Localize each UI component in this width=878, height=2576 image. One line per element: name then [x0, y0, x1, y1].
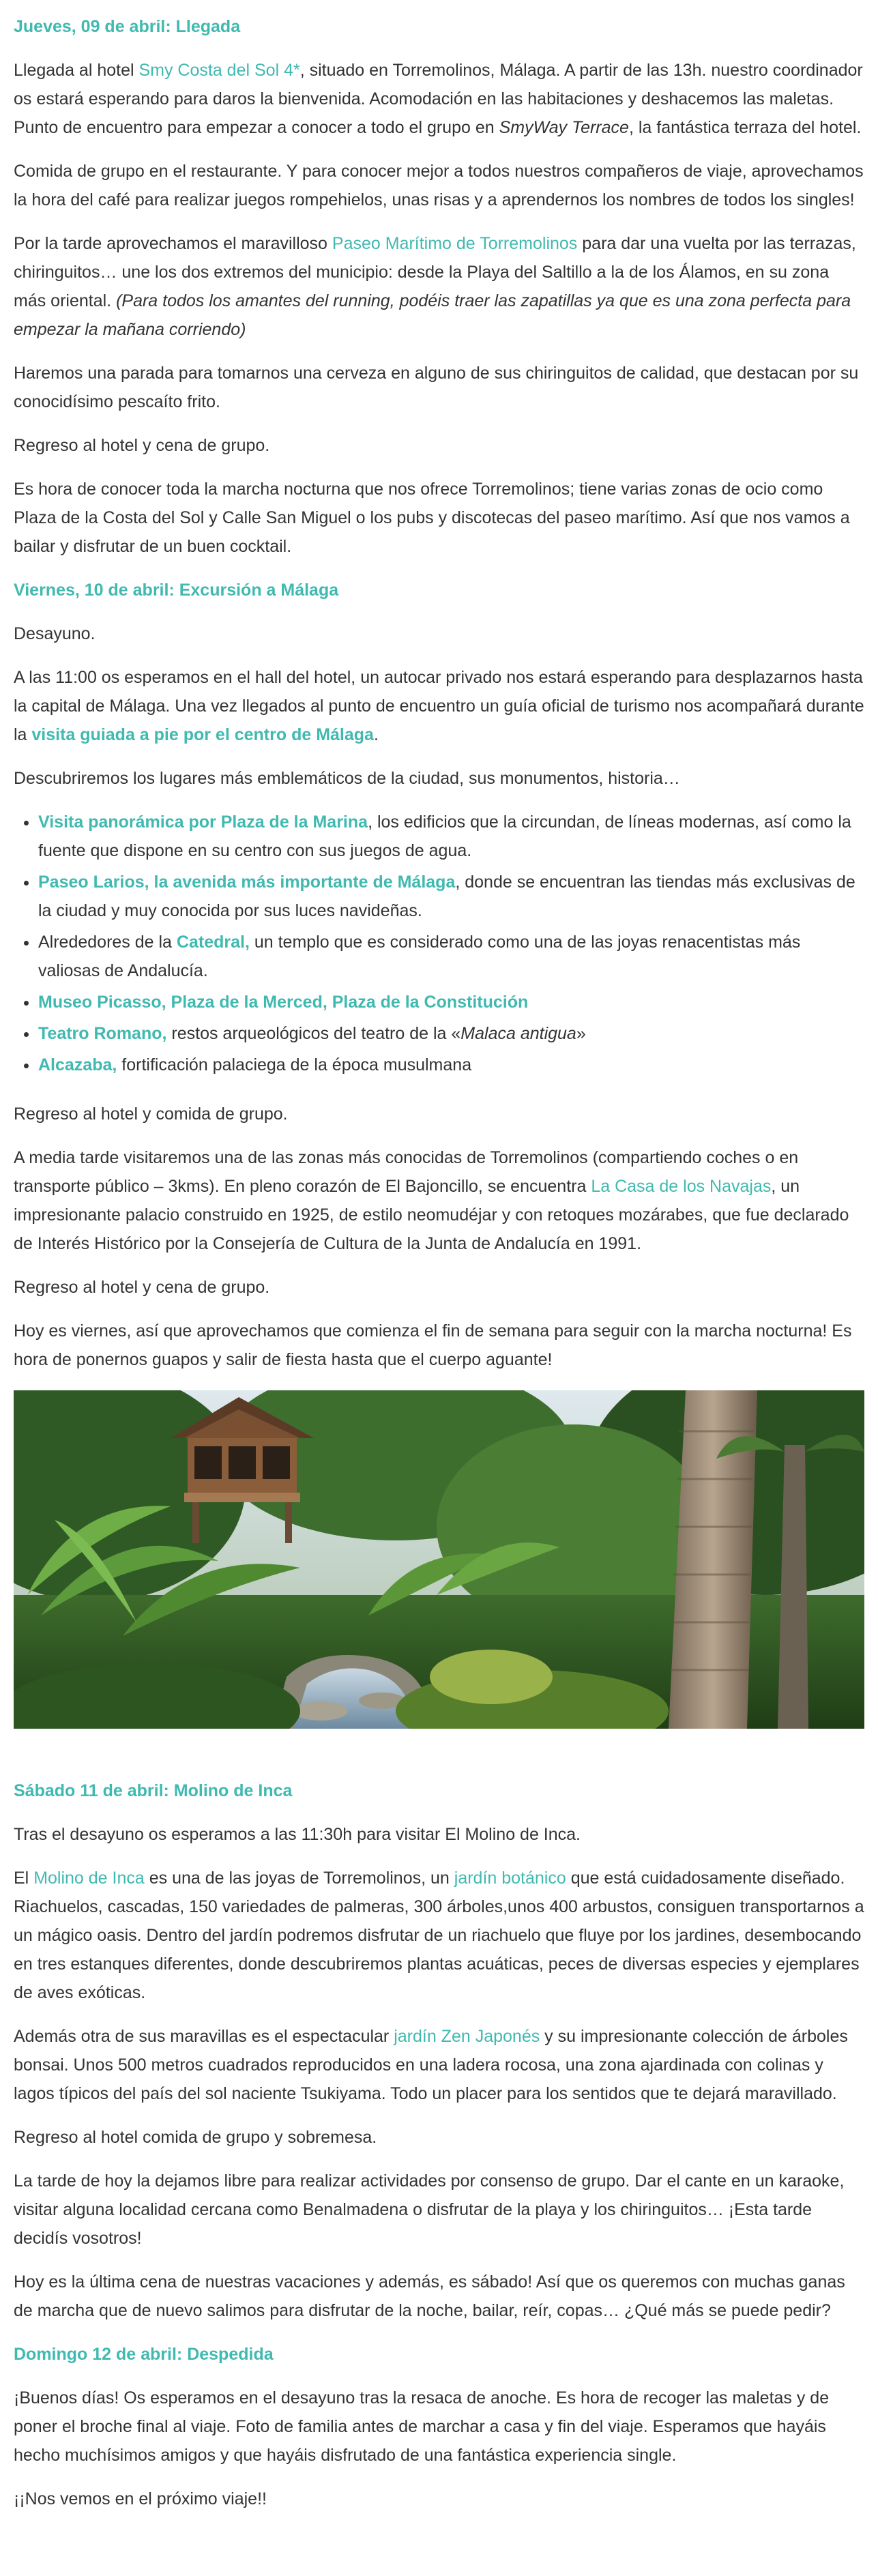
- paseo-larios-link[interactable]: Paseo Larios, la avenida más importante de Málaga: [38, 873, 456, 892]
- paragraph: La tarde de hoy la dejamos libre para realizar actividades por consenso de grupo. Dar el cante en un karaoke, visitar alguna localidad cercana como Benalmadena o disfrutar de la playa y los chiringuitos… ¡Esta tarde decidís vosotros!: [14, 2171, 845, 2248]
- paragraph: Desayuno.: [14, 624, 96, 643]
- museo-picasso-link[interactable]: Museo Picasso, Plaza de la Merced, Plaza de la Constitución: [38, 993, 529, 1012]
- list-item: • Alcazaba, fortificación palaciega de la época musulmana: [38, 1051, 864, 1079]
- paragraph: Además otra de sus maravillas es el espectacular jardín Zen Japonés y su impresionante colección de árboles bonsai. Unos 500 metros cuadrados reproducidos en una ladera rocosa, una zona ajardinada con colinas y lagos típicos del país del sol naciente Tsukiyama. Todo un placer para los sentidos que te dejará maravillado.: [14, 2027, 848, 2103]
- paragraph: Por la tarde aprovechamos el maravilloso Paseo Marítimo de Torremolinos para dar una vuelta por las terrazas, chiringuitos… une los dos extremos del municipio: desde la Playa del Saltillo a la de los Álamos, en su zona más oriental. (Para todos los amantes del running, podéis traer las zapatillas ya que es una zona perfecta para empezar la mañana corriendo): [14, 234, 856, 339]
- list-item: • Paseo Larios, la avenida más importante de Málaga, donde se encuentran las tiendas más exclusivas de la ciudad y muy conocida por sus luces navideñas.: [38, 868, 864, 925]
- guided-tour-link[interactable]: visita guiada a pie por el centro de Málaga: [31, 725, 374, 744]
- paragraph: Regreso al hotel y cena de grupo.: [14, 1278, 270, 1297]
- terrace-name: SmyWay Terrace: [499, 118, 629, 137]
- paragraph: Haremos una parada para tomarnos una cerveza en alguno de sus chiringuitos de calidad, que destacan por su conocidísimo pescaíto frito.: [14, 364, 859, 411]
- paragraph: El Molino de Inca es una de las joyas de Torremolinos, un jardín botánico que está cuidadosamente diseñado. Riachuelos, cascadas, 150 variedades de palmeras, 300 árboles,unos 400 arbustos, consiguen transportarnos a un mágico oasis. Dentro del jardín podremos disfrutar de un riachuelo que fluye por los jardines, desembocando en tres estanques diferentes, donde descubriremos plantas acuáticas, peces de diversas especies y ejemplares de aves exóticas.: [14, 1869, 864, 2002]
- alcazaba-link[interactable]: Alcazaba,: [38, 1055, 117, 1074]
- day-title-friday: Viernes, 10 de abril: Excursión a Málaga: [14, 581, 339, 600]
- plaza-marina-link[interactable]: Visita panorámica por Plaza de la Marina: [38, 813, 368, 832]
- paragraph: Comida de grupo en el restaurante. Y para conocer mejor a todos nuestros compañeros de viaje, aprovechamos la hora del café para realizar juegos rompehielos, unas risas y a aprendernos los nombres de todos los singles!: [14, 162, 864, 209]
- paragraph: A media tarde visitaremos una de las zonas más conocidas de Torremolinos (compartiendo coches o en transporte público – 3kms). En pleno corazón de El Bajoncillo, se encuentra La Casa de los Navajas, un impresionante palacio construido en 1925, de estilo neomudéjar y con retoques mozárabes, que fue declarado de Interés Histórico por la Consejería de Cultura de la Junta de Andalucía en 1991.: [14, 1148, 849, 1253]
- paragraph: Llegada al hotel Smy Costa del Sol 4*, situado en Torremolinos, Málaga. A partir de las 13h. nuestro coordinador os estará esperando para daros la bienvenida. Acomodación en las habitaciones y deshacemos las maletas. Punto de encuentro para empezar a conocer a todo el grupo en SmyWay Terrace, la fantástica terraza del hotel.: [14, 61, 863, 137]
- garden-photo: [14, 1390, 864, 1729]
- paragraph: Tras el desayuno os esperamos a las 11:30h para visitar El Molino de Inca.: [14, 1825, 581, 1844]
- catedral-link[interactable]: Catedral,: [176, 933, 250, 952]
- malaga-visits-list: [14, 808, 864, 1079]
- running-note: (Para todos los amantes del running, podéis traer las zapatillas ya que es una zona perfecta para empezar la mañana corriendo): [14, 291, 851, 339]
- paragraph: ¡¡Nos vemos en el próximo viaje!!: [14, 2489, 267, 2508]
- casa-navajas-link[interactable]: La Casa de los Navajas: [591, 1177, 772, 1196]
- day-title-thursday: Jueves, 09 de abril: Llegada: [14, 17, 241, 36]
- list-item: • Visita panorámica por Plaza de la Marina, los edificios que la circundan, de líneas modernas, así como la fuente que dispone en su centro con sus juegos de agua.: [38, 808, 864, 865]
- paragraph: Descubriremos los lugares más emblemáticos de la ciudad, sus monumentos, historia…: [14, 769, 680, 788]
- paseo-maritimo-link[interactable]: Paseo Marítimo de Torremolinos: [332, 234, 578, 253]
- day-title-saturday: Sábado 11 de abril: Molino de Inca: [14, 1781, 293, 1800]
- paragraph: Hoy es la última cena de nuestras vacaciones y además, es sábado! Así que os queremos con muchas ganas de marcha que de nuevo salimos para disfrutar de la noche, bailar, reír, copas… ¿Qué más se puede pedir?: [14, 2272, 845, 2320]
- day-title-sunday: Domingo 12 de abril: Despedida: [14, 2345, 274, 2364]
- paragraph: A las 11:00 os esperamos en el hall del hotel, un autocar privado nos estará esperando para desplazarnos hasta la capital de Málaga. Una vez llegados al punto de encuentro un guía oficial de turismo nos acompañará durante la visita guiada a pie por el centro de Málaga.: [14, 668, 864, 744]
- paragraph: Regreso al hotel y cena de grupo.: [14, 436, 270, 455]
- molino-inca-link[interactable]: Molino de Inca: [33, 1869, 145, 1888]
- paragraph: ¡Buenos días! Os esperamos en el desayuno tras la resaca de anoche. Es hora de recoger las maletas y de poner el broche final al viaje. Foto de familia antes de marchar a casa y fin del viaje. Esperamos que hayáis hecho muchísimos amigos y que hayáis disfrutado de una fantástica experiencia single.: [14, 2388, 830, 2465]
- jardin-zen-link[interactable]: jardín Zen Japonés: [394, 2027, 540, 2046]
- list-item: • Teatro Romano, restos arqueológicos del teatro de la «Malaca antigua»: [38, 1019, 864, 1048]
- paragraph: Regreso al hotel comida de grupo y sobremesa.: [14, 2128, 377, 2147]
- paragraph: Regreso al hotel y comida de grupo.: [14, 1104, 288, 1124]
- teatro-romano-link[interactable]: Teatro Romano,: [38, 1024, 167, 1043]
- paragraph: Hoy es viernes, así que aprovechamos que comienza el fin de semana para seguir con la marcha nocturna! Es hora de ponernos guapos y salir de fiesta hasta que el cuerpo aguante!: [14, 1321, 852, 1369]
- jardin-botanico-link[interactable]: jardín botánico: [454, 1869, 566, 1888]
- list-item: • Alrededores de la Catedral, un templo que es considerado como una de las joyas renacentistas más valiosas de Andalucía.: [38, 928, 864, 985]
- list-item: [38, 988, 864, 1016]
- garden-image: [14, 1390, 864, 1729]
- hotel-link[interactable]: Smy Costa del Sol 4*: [138, 61, 300, 80]
- paragraph: Es hora de conocer toda la marcha nocturna que nos ofrece Torremolinos; tiene varias zonas de ocio como Plaza de la Costa del Sol y Calle San Miguel o los pubs y discotecas del paseo marítimo. Así que nos vamos a bailar y disfrutar de un buen cocktail.: [14, 480, 850, 556]
